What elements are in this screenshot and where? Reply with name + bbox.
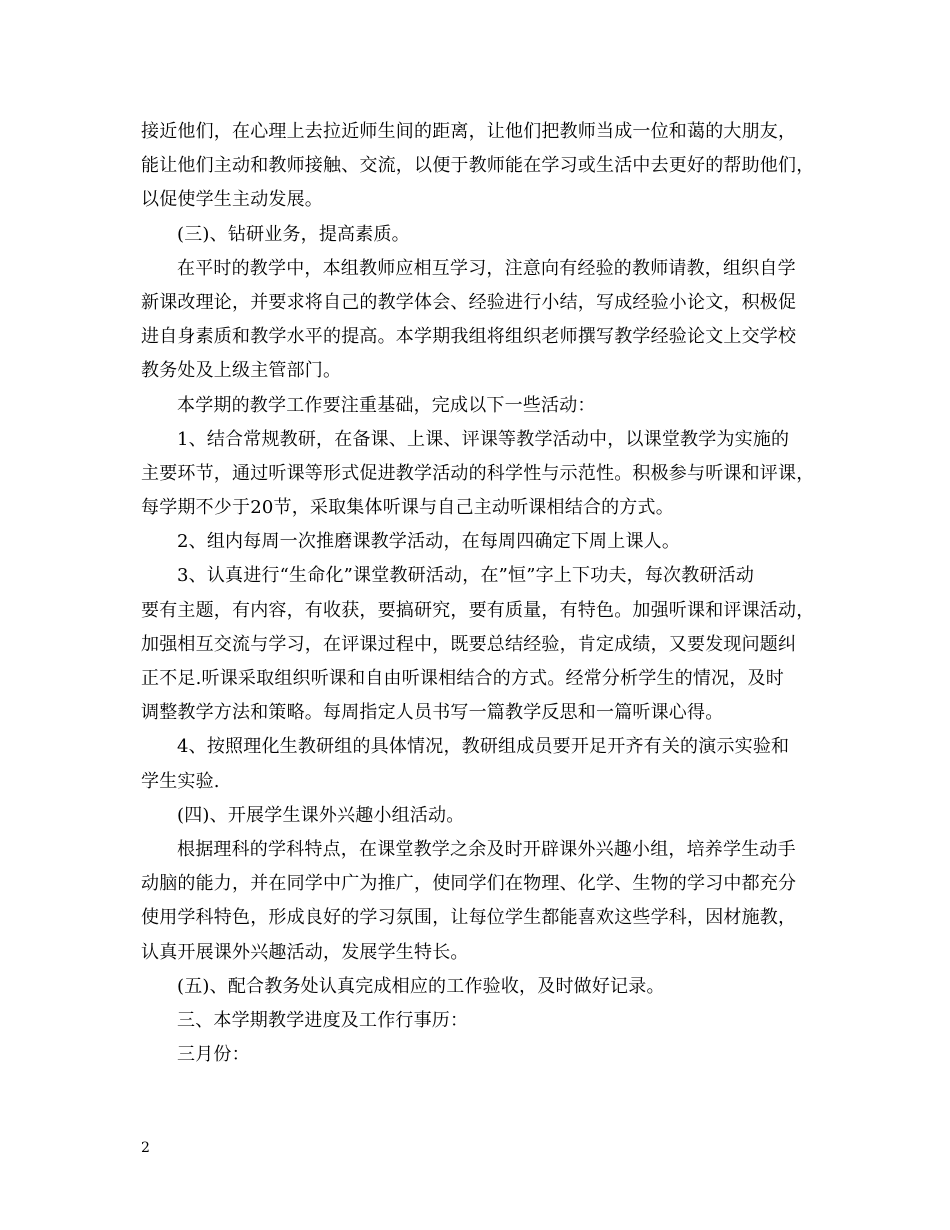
text-line: 要有主题，有内容，有收获，要搞研究，要有质量，有特色。加强听课和评课活动， <box>141 599 815 621</box>
text-line: 能让他们主动和教师接触、交流，以便于教师能在学习或生活中去更好的帮助他们， <box>141 155 815 177</box>
text-line: 调整教学方法和策略。每周指定人员书写一篇教学反思和一篇听课心得。 <box>141 702 724 724</box>
text-line: 1、结合常规教研，在备课、上课、评课等教学活动中，以课堂教学为实施的 <box>177 428 790 450</box>
text-line: 每学期不少于20节，采取集体听课与自己主动听课相结合的方式。 <box>141 497 674 519</box>
text-line: 三月份： <box>177 1044 250 1066</box>
text-line: 新课改理论，并要求将自己的教学体会、经验进行小结，写成经验小论文，积极促 <box>141 291 797 313</box>
text-line: 认真开展课外兴趣活动，发展学生特长。 <box>141 941 469 963</box>
text-line: 进自身素质和教学水平的提高。本学期我组将组织老师撰写教学经验论文上交学校 <box>141 326 797 348</box>
text-line: 本学期的教学工作要注重基础，完成以下一些活动： <box>177 394 596 416</box>
text-line: 动脑的能力，并在同学中广为推广，使同学们在物理、化学、生物的学习中都充分 <box>141 873 797 895</box>
text-line: 接近他们，在心理上去拉近师生间的距离，让他们把教师当成一位和蔼的大朋友， <box>141 121 797 142</box>
text-line: 学生实验. <box>141 770 220 792</box>
text-line: 4、按照理化生教研组的具体情况，教研组成员要开足开齐有关的演示实验和 <box>177 736 790 758</box>
text-line: 加强相互交流与学习，在评课过程中，既要总结经验，肯定成绩，又要发现问题纠 <box>141 633 797 655</box>
text-line: 以促使学生主动发展。 <box>141 189 323 211</box>
text-line: 主要环节，通过听课等形式促进教学活动的科学性与示范性。积极参与听课和评课， <box>141 462 815 484</box>
text-line: 2、组内每周一次推磨课教学活动，在每周四确定下周上课人。 <box>177 531 681 553</box>
text-line: 根据理科的学科特点，在课堂教学之余及时开辟课外兴趣小组，培养学生动手 <box>177 838 796 860</box>
text-line: (三)、钻研业务，提高素质。 <box>177 223 410 245</box>
page-number: 2 <box>141 1140 150 1156</box>
text-line: (四)、开展学生课外兴趣小组活动。 <box>177 804 465 826</box>
document-body <box>141 115 841 1072</box>
text-line: 正不足.听课采取组织听课和自由听课相结合的方式。经常分析学生的情况，及时 <box>141 668 784 689</box>
text-line: (五)、配合教务处认真完成相应的工作验收，及时做好记录。 <box>177 975 665 997</box>
text-line: 教务处及上级主管部门。 <box>141 360 342 382</box>
text-line: 三、本学期教学进度及工作行事历： <box>177 1009 469 1031</box>
text-line: 在平时的教学中，本组教师应相互学习，注意向有经验的教师请教，组织自学 <box>177 257 796 279</box>
text-line: 使用学科特色，形成良好的学习氛围，让每位学生都能喜欢这些学科，因材施教， <box>141 907 797 929</box>
text-line: 3、认真进行“生命化”课堂教研活动，在”恒”字上下功夫，每次教研活动 <box>177 565 755 587</box>
